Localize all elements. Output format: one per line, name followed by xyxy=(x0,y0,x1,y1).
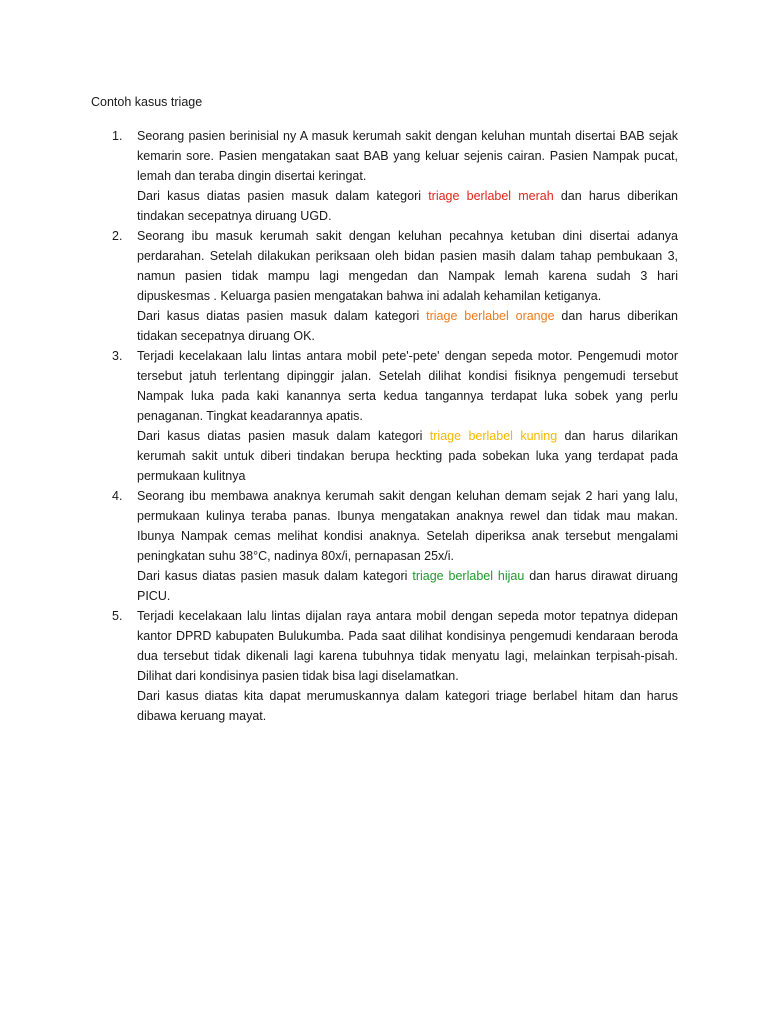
list-item-number: 4. xyxy=(112,489,123,503)
list-item-number: 2. xyxy=(112,229,123,243)
list-item-number: 3. xyxy=(112,349,123,363)
triage-category-green: triage berlabel hijau xyxy=(412,569,525,583)
triage-category-orange: triage berlabel orange xyxy=(426,309,555,323)
case-description: Seorang ibu membawa anaknya kerumah sakit dengan keluhan demam sejak 2 hari yang lalu, permukaan kulinya teraba panas. Ibunya mengatakan anaknya rewel dan tidak mau makan. Ibunya Nampak cemas melihat kondisi anaknya. Setelah diperiksa anak tersebut mengalami peningkatan suhu 38°C, nadinya 80x/i, pernapasan 25x/i. xyxy=(137,489,678,563)
case-conclusion xyxy=(137,426,678,486)
conclusion-text: Dari kasus diatas pasien masuk dalam kategori xyxy=(137,189,429,203)
case-description: Seorang pasien berinisial ny A masuk kerumah sakit dengan keluhan muntah disertai BAB sejak kemarin sore. Pasien mengatakan saat BAB yang keluar sejenis cairan. Pasien Nampak pucat, lemah dan teraba dingin disertai keringat. xyxy=(137,129,678,183)
case-conclusion xyxy=(137,186,678,226)
conclusion-text: dan harus dirawat diruang PICU. xyxy=(137,569,679,603)
case-conclusion xyxy=(137,686,678,726)
conclusion-text: dan harus diberikan tidakan secepatnya diruang OK. xyxy=(137,309,678,343)
case-list xyxy=(91,126,678,726)
list-item xyxy=(91,226,678,346)
list-item xyxy=(91,606,678,726)
conclusion-text: dan harus dilarikan kerumah sakit untuk diberi tindakan berupa heckting pada sobekan luka yang terdapat pada permukaan kulitnya xyxy=(137,429,678,483)
triage-category-yellow: triage berlabel kuning xyxy=(429,429,558,443)
list-item-number: 1. xyxy=(112,129,123,143)
list-item xyxy=(91,346,678,486)
case-description: Terjadi kecelakaan lalu lintas antara mobil pete'-pete' dengan sepeda motor. Pengemudi motor tersebut jatuh terlentang dipinggir jalan. Setelah dilihat kondisi fisiknya pengemudi tersebut Nampak luka pada kaki kanannya serta kedua tangannya terdapat luka sobek yang perlu penaganan. Tingkat keadarannya apatis. xyxy=(137,349,678,423)
conclusion-text: Dari kasus diatas pasien masuk dalam kategori xyxy=(137,429,430,443)
conclusion-text: dan harus diberikan tindakan secepatnya diruang UGD. xyxy=(137,189,679,223)
list-item xyxy=(91,486,678,606)
case-description: Terjadi kecelakaan lalu lintas dijalan raya antara mobil dengan sepeda motor tepatnya didepan kantor DPRD kabupaten Bulukumba. Pada saat dilihat kondisinya pengemudi kendaraan beroda dua tersebut tidak dikenali lagi karena tubuhnya tidak menyatu lagi, melainkan terpisah-pisah. Dilihat dari kondisinya pasien tidak bisa lagi diselamatkan. xyxy=(137,609,678,683)
document-title: Contoh kasus triage xyxy=(91,95,203,109)
case-conclusion xyxy=(137,306,678,346)
case-description: Seorang ibu masuk kerumah sakit dengan keluhan pecahnya ketuban dini disertai adanya perdarahan. Setelah dilakukan periksaan oleh bidan pasien masih dalam tahap pembukaan 3, namun pasien tidak mampu lagi mengedan dan Nampak lemah karena sudah 3 hari dipuskesmas . Keluarga pasien mengatakan bahwa ini adalah kehamilan ketiganya. xyxy=(137,229,678,303)
conclusion-text: Dari kasus diatas kita dapat merumuskannya dalam kategori xyxy=(137,689,496,703)
conclusion-text: Dari kasus diatas pasien masuk dalam kategori xyxy=(137,569,413,583)
conclusion-text: Dari kasus diatas pasien masuk dalam kategori xyxy=(137,309,427,323)
case-conclusion xyxy=(137,566,678,606)
triage-category-black: triage berlabel hitam xyxy=(495,689,614,703)
triage-category-red: triage berlabel merah xyxy=(428,189,554,203)
list-item-number: 5. xyxy=(112,609,123,623)
list-item xyxy=(91,126,678,226)
conclusion-text: dan harus dibawa keruang mayat. xyxy=(137,689,678,723)
